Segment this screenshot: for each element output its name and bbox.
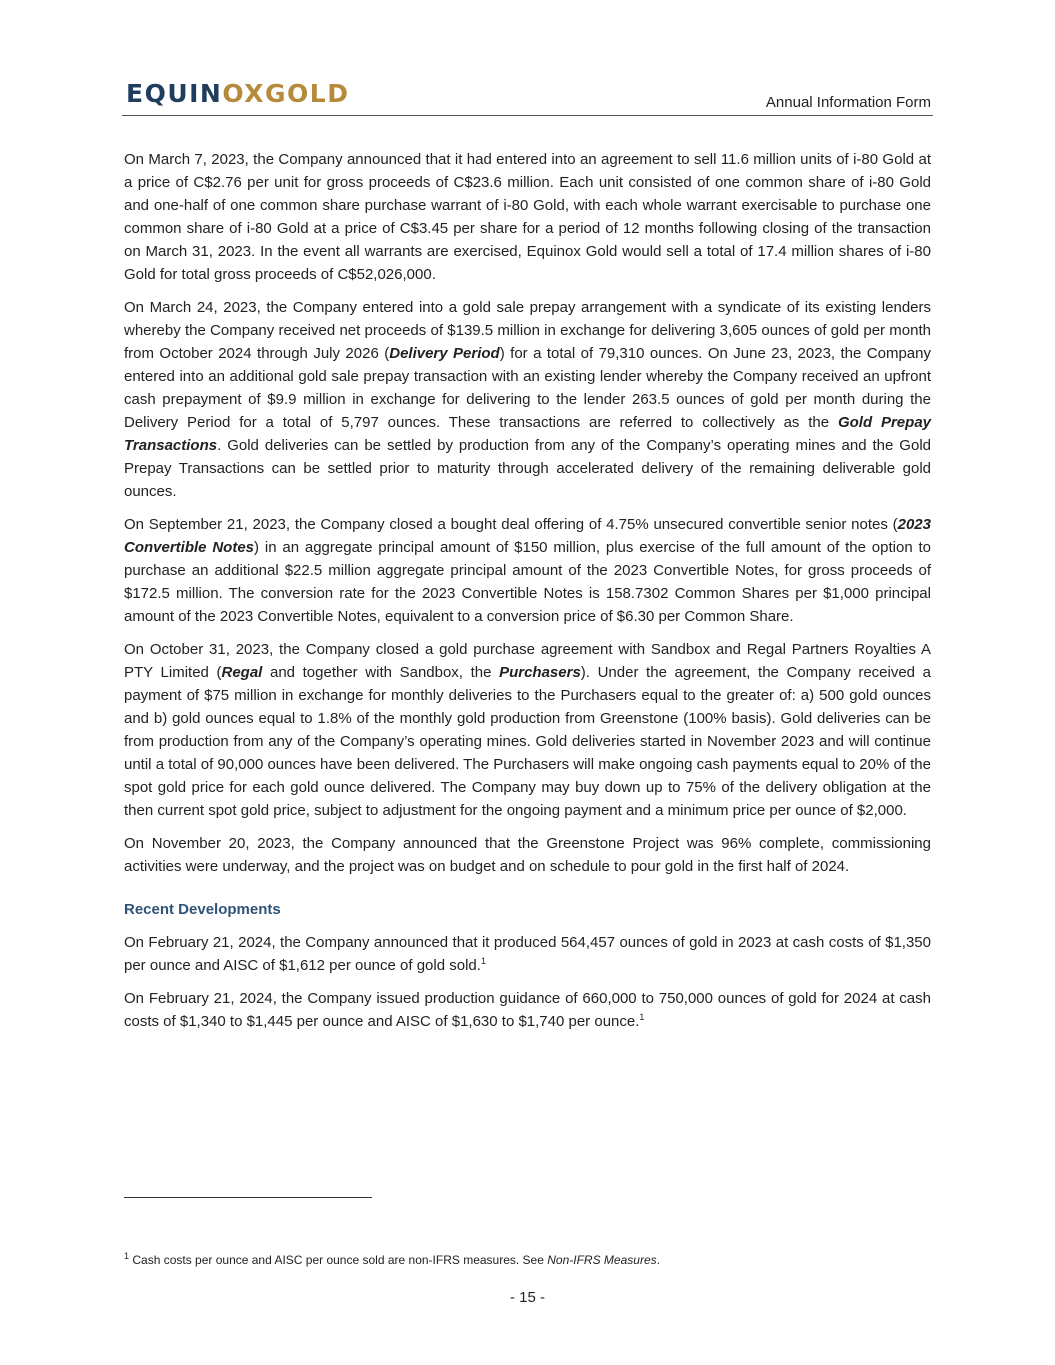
logo-text-equin: EQUIN (126, 79, 223, 108)
paragraph-guidance-2024 (124, 987, 931, 1033)
document-title: Annual Information Form (765, 94, 931, 111)
defined-term-regal: Regal (221, 664, 263, 681)
defined-term-gold-prepay: Gold Prepay Transactions (124, 414, 931, 454)
defined-term-convertible-notes: 2023 Convertible Notes (124, 516, 931, 556)
paragraph-production-2023 (124, 931, 931, 977)
text-span: ). Under the agreement, the Company received a payment of $75 million in exchange for monthly deliveries to the Purchasers equal to the greater of: a) 500 gold ounces and b) gold ounces equal to 1.8% of the monthly gold production from Greenstone (100% basis). Gold deliveries can be from production from any of the Company’s operating mines. Gold deliveries started in November 2023 and will continue until a total of 90,000 ounces have been delivered. The Purchasers will make ongoing cash payments equal to 20% of the spot gold price for each gold ounce delivered. The Company may buy down up to 75% of the delivery obligation at the then current spot gold price, subject to adjustment for the ongoing payment and a minimum price per ounce of $2,000. (124, 664, 931, 819)
footnote (124, 1252, 660, 1268)
footnote-text: Cash costs per ounce and AISC per ounce sold are non-IFRS measures. See (129, 1253, 548, 1267)
logo-text-gold: GOLD (265, 79, 350, 108)
defined-term-purchasers: Purchasers (499, 664, 581, 681)
text-span: ) in an aggregate principal amount of $150 million, plus exercise of the full amount of the option to purchase an additional $22.5 million aggregate principal amount of the 2023 Convertible Notes, for gross proceeds of $172.5 million. The conversion rate for the 2023 Convertible Notes is 158.7302 Common Shares per $1,000 principal amount of the 2023 Convertible Notes, equivalent to a conversion price of $6.30 per Common Share. (124, 539, 932, 625)
paragraph-gold-prepay (124, 296, 931, 503)
footnote-ref[interactable]: 1 (480, 956, 486, 966)
logo-text-ox: OX (222, 79, 265, 108)
footnote-ref[interactable]: 1 (639, 1012, 645, 1022)
footnote-divider (124, 1197, 372, 1198)
defined-term-delivery-period: Delivery Period (389, 345, 500, 362)
text-span: On February 21, 2024, the Company issued production guidance of 660,000 to 750,000 ounces of gold for 2024 at cash costs of $1,340 to $1,445 per ounce and AISC of $1,630 to $1,740 per ounce. (124, 990, 931, 1030)
equinox-gold-logo (126, 80, 349, 108)
text-span: and together with Sandbox, the (262, 664, 500, 681)
text-span: On March 24, 2023, the Company entered into a gold sale prepay arrangement with a syndicate of its existing lenders whereby the Company received net proceeds of $139.5 million in exchange for delivering 3,605 ounces of gold per month from October 2024 through July 2026 ( (124, 299, 931, 362)
text-span: . Gold deliveries can be settled by production from any of the Company’s operating mines and the Gold Prepay Transactions can be settled prior to maturity through accelerated delivery of the remaining deliverable gold ounces. (124, 437, 931, 500)
text-span: On February 21, 2024, the Company announced that it produced 564,457 ounces of gold in 2023 at cash costs of $1,350 per ounce and AISC of $1,612 per ounce of gold sold. (124, 934, 931, 974)
text-span: On September 21, 2023, the Company closed a bought deal offering of 4.75% unsecured convertible senior notes ( (124, 516, 898, 533)
page-number: - 15 - (509, 1289, 545, 1306)
text-span: On October 31, 2023, the Company closed a gold purchase agreement with Sandbox and Regal Partners Royalties A PTY Limited ( (124, 641, 931, 681)
footnote-end: . (656, 1253, 660, 1267)
footnote-reference[interactable]: Non-IFRS Measures (547, 1253, 657, 1267)
text-span: ) for a total of 79,310 ounces. On June 23, 2023, the Company entered into an additional gold sale prepay transaction with an existing lender whereby the Company received an upfront cash prepayment of $9.9 million in exchange for delivering to the lender 263.5 ounces of gold per month during the Delivery Period for a total of 5,797 ounces. These transactions are referred to collectively as the (124, 345, 931, 431)
paragraph-gold-purchase (124, 638, 931, 822)
header-divider (122, 115, 933, 116)
paragraph-i80-sale: On March 7, 2023, the Company announced that it had entered into an agreement to sell 11.6 million units of i-80 Gold at a price of C$2.76 per unit for gross proceeds of C$23.6 million. Each unit consisted of one common share of i-80 Gold and one-half of one common share purchase warrant of i-80 Gold, with each whole warrant exercisable to purchase one common share of i-80 Gold at a price of C$3.45 per share for a period of 12 months following closing of the transaction on March 31, 2023. In the event all warrants are exercised, Equinox Gold would sell a total of 17.4 million shares of i-80 Gold for total gross proceeds of C$52,026,000. (124, 151, 931, 283)
footnote-marker: 1 (124, 1251, 130, 1261)
paragraph-convertible-notes (124, 513, 931, 628)
page-body (124, 148, 931, 1043)
paragraph-greenstone: On November 20, 2023, the Company announced that the Greenstone Project was 96% complete, commissioning activities were underway, and the project was on budget and on schedule to pour gold in the first half of 2024. (124, 835, 931, 875)
section-heading-recent-developments: Recent Developments (124, 901, 281, 918)
